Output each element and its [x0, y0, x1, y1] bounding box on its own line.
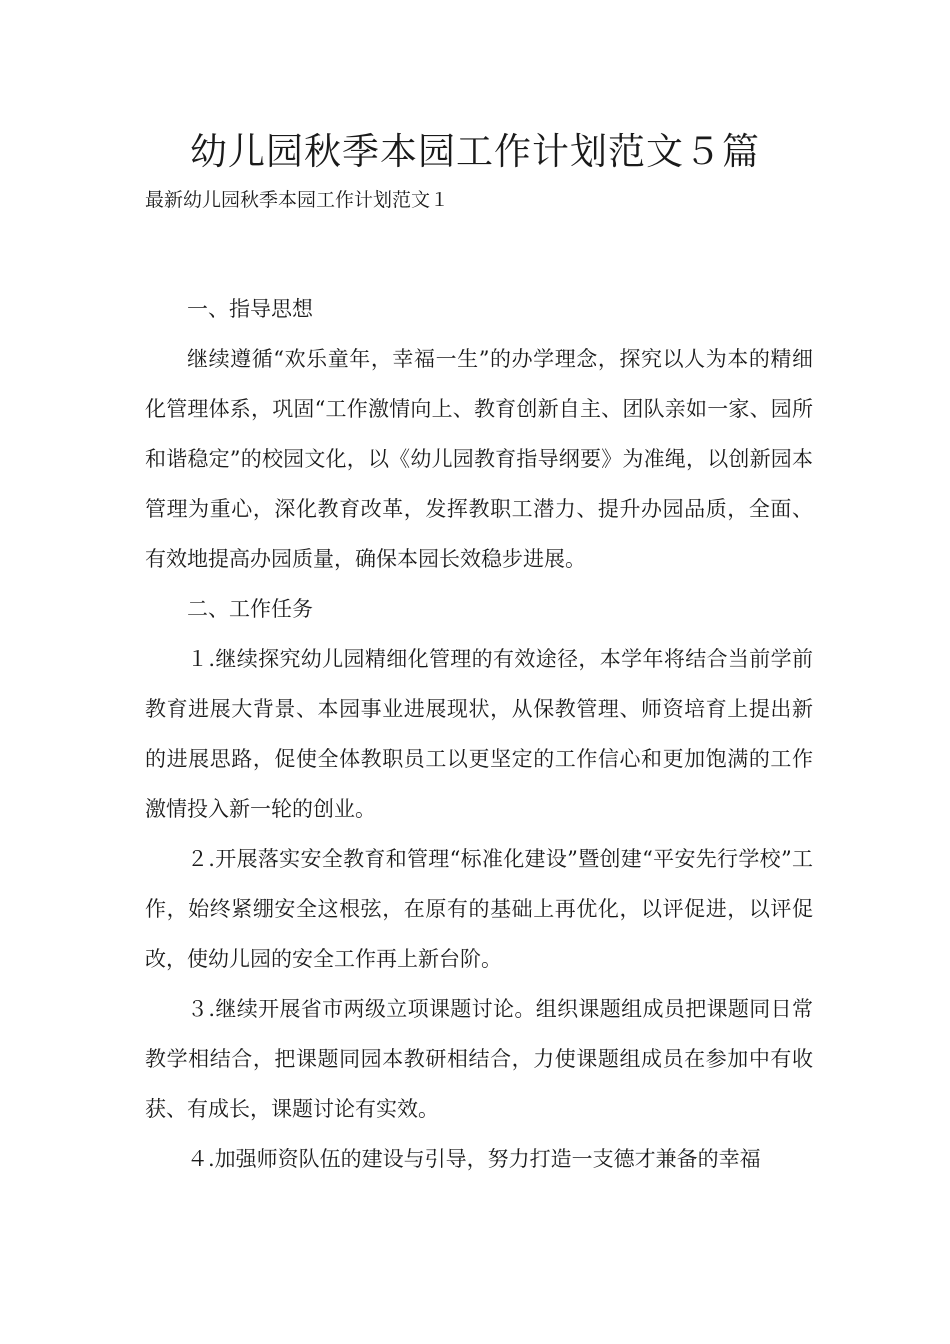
document-body — [145, 284, 813, 1184]
section-heading: 二、工作任务 — [187, 597, 313, 621]
section-heading: 一、指导思想 — [187, 297, 313, 321]
body-paragraph: 继续遵循“欢乐童年，幸福一生”的办学理念，探究以人为本的精细化管理体系，巩固“工作激情向上、教育创新自主、团队亲如一家、园所和谐稳定”的校园文化，以《幼儿园教育指导纲要》为准绳，以创新园本管理为重心，深化教育改革，发挥教职工潜力、提升办园品质，全面、有效地提高办园质量，确保本园长效稳步进展。 — [145, 347, 813, 571]
body-paragraph: １.继续探究幼儿园精细化管理的有效途径，本学年将结合当前学前教育进展大背景、本园事业进展现状，从保教管理、师资培育上提出新的进展思路，促使全体教职员工以更坚定的工作信心和更加饱满的工作激情投入新一轮的创业。 — [145, 647, 813, 821]
body-paragraph: ３.继续开展省市两级立项课题讨论。组织课题组成员把课题同日常教学相结合，把课题同园本教研相结合，力使课题组成员在参加中有收获、有成长，课题讨论有实效。 — [145, 997, 813, 1121]
document-subtitle: 最新幼儿园秋季本园工作计划范文１ — [145, 189, 450, 211]
document-title: 幼儿园秋季本园工作计划范文５篇 — [190, 130, 760, 173]
body-paragraph: ４.加强师资队伍的建设与引导，努力打造一支德才兼备的幸福 — [187, 1147, 761, 1171]
body-paragraph: ２.开展落实安全教育和管理“标准化建设”暨创建“平安先行学校”工作，始终紧绷安全这根弦，在原有的基础上再优化，以评促进，以评促改，使幼儿园的安全工作再上新台阶。 — [145, 847, 813, 971]
